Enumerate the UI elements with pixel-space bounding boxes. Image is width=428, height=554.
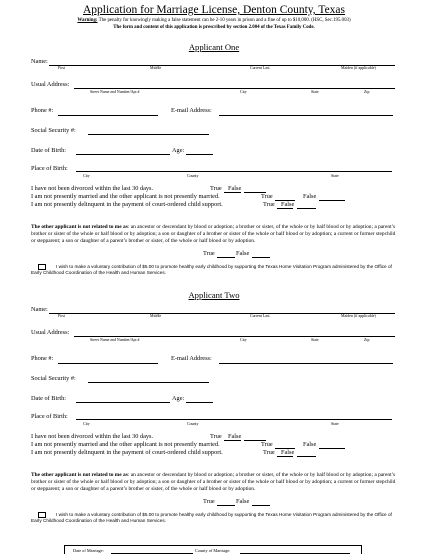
applicant-1-married-statement: I am not presently married and the other applicant is not presently married. [31, 193, 220, 200]
applicant-1-married-true-label: True [261, 193, 273, 200]
applicant-2-age-field[interactable] [186, 402, 213, 403]
applicant-2-email-field[interactable] [219, 363, 393, 364]
warning-line [0, 18, 428, 23]
applicant-2-divorce-true-blank[interactable] [224, 440, 241, 441]
applicant-2-delinquent-false-blank[interactable] [297, 456, 316, 457]
applicant-2-divorce-false-label: False [228, 433, 242, 440]
date-of-marriage-label: Date of Marriage: [73, 547, 104, 553]
applicant-1-delinquent-false-label: False [281, 201, 295, 208]
warning-text: The penalty for knowingly making a false statement can be 2-10 years in prison and a fine of up to $10,000. (HSC, Sec.195.003) [97, 18, 351, 23]
applicant-2-first-caption: First [58, 314, 66, 318]
applicant-1-age-label: Age: [172, 147, 185, 154]
applicant-2-divorce-statement: I have not been divorced within the last 30 days. [31, 433, 154, 440]
applicant-1-delinquent-true-label: True [263, 201, 275, 208]
applicant-1-heading: Applicant One [188, 42, 240, 52]
applicant-1-contribution-text: I wish to make a voluntary contribution of $5.00 to promote healthy early childhood by supporting the Texas Home Visitation Program administered by the Office of Early Childhood Coordination of the Health and Human Services. [31, 264, 392, 276]
applicant-1-divorce-statement: I have not been divorced within the last 30 days. [31, 185, 154, 192]
applicant-1-zip-caption: Zip [364, 90, 370, 94]
applicant-2-ssn-field[interactable] [88, 382, 209, 383]
applicant-2-address-label: Usual Address: [31, 329, 70, 336]
applicant-2-dob-field[interactable] [76, 402, 170, 403]
applicant-1-maiden-caption: Maiden (if applicable) [341, 66, 376, 70]
applicant-2-contribution-text: I wish to make a voluntary contribution of $5.00 to promote healthy early childhood by supporting the Texas Home Visitation Program administered by the Office of Early Childhood Coordination of the Health and Human Services. [31, 512, 392, 524]
applicant-2-married-false-label: False [303, 441, 317, 448]
marriage-info-box [64, 545, 362, 554]
applicant-2-relation-false-word: False [236, 498, 250, 505]
applicant-2-pob-label: Place of Birth: [31, 413, 68, 420]
applicant-2-dob-label: Date of Birth: [31, 395, 66, 402]
applicant-2-ssn-label: Social Security #: [31, 375, 76, 382]
applicant-1-delinquent-statement: I am not presently delinquent in the payment of court-ordered child support. [31, 201, 223, 208]
applicant-1-last-caption: Current Last [250, 66, 270, 70]
applicant-1-relation-false-word: False [236, 250, 250, 257]
applicant-1-delinquent-true-blank[interactable] [277, 208, 293, 209]
applicant-1-pob-state-caption: State [331, 174, 339, 178]
applicant-1-pob-field[interactable] [76, 171, 392, 172]
applicant-1-pob-county-caption: County [187, 174, 199, 178]
applicant-2-middle-caption: Middle [150, 314, 162, 318]
applicant-1-phone-field[interactable] [58, 115, 158, 116]
applicant-2-delinquent-true-blank[interactable] [277, 456, 293, 457]
applicant-2-state-caption: State [311, 338, 319, 342]
applicant-1-relation-true-word: True [203, 250, 215, 257]
applicant-2-name-label: Name: [31, 306, 48, 313]
form-title: Application for Marriage License, Denton County, Texas [82, 4, 346, 16]
applicant-2-city-caption: City [240, 338, 247, 342]
applicant-1-street-caption: Street Name and Number/Apt # [90, 90, 140, 94]
applicant-2-pob-field[interactable] [76, 419, 392, 420]
applicant-1-address-field[interactable] [74, 88, 395, 89]
applicant-2-relation-bold: The other applicant is not related to me as [31, 472, 128, 478]
warning-label: Warning: [77, 18, 98, 23]
applicant-1-email-label: E-mail Address: [171, 107, 212, 114]
applicant-2-delinquent-statement: I am not presently delinquent in the payment of court-ordered child support. [31, 449, 223, 456]
applicant-1-dob-field[interactable] [76, 154, 170, 155]
applicant-1-email-field[interactable] [219, 115, 393, 116]
applicant-1-middle-caption: Middle [150, 66, 162, 70]
applicant-2-married-false-blank[interactable] [319, 448, 345, 449]
applicant-2-email-label: E-mail Address: [171, 355, 212, 362]
applicant-1-phone-label: Phone #: [31, 107, 54, 114]
applicant-1-relation-statement [31, 224, 397, 246]
applicant-1-address-label: Usual Address: [31, 81, 70, 88]
applicant-2-married-true-label: True [261, 441, 273, 448]
applicant-1-relation-true-blank[interactable] [217, 257, 235, 258]
applicant-2-pob-state-caption: State [331, 422, 339, 426]
applicant-1-ssn-field[interactable] [88, 134, 209, 135]
applicant-1-relation-bold: The other applicant is not related to me as [31, 224, 128, 230]
applicant-2-address-field[interactable] [74, 336, 395, 337]
applicant-1-divorce-false-label: False [228, 185, 242, 192]
applicant-2-last-caption: Current Last [250, 314, 270, 318]
applicant-2-relation-true-word: True [203, 498, 215, 505]
applicant-2-married-statement: I am not presently married and the other applicant is not presently married. [31, 441, 220, 448]
applicant-1-divorce-true-label: True [210, 185, 222, 192]
applicant-2-maiden-caption: Maiden (if applicable) [341, 314, 376, 318]
applicant-1-married-false-label: False [303, 193, 317, 200]
applicant-1-city-caption: City [240, 90, 247, 94]
applicant-1-pob-city-caption: City [83, 174, 90, 178]
applicant-1-delinquent-false-blank[interactable] [297, 208, 316, 209]
applicant-1-pob-label: Place of Birth: [31, 165, 68, 172]
applicant-1-ssn-label: Social Security #: [31, 127, 76, 134]
applicant-1-age-field[interactable] [186, 154, 213, 155]
applicant-1-dob-label: Date of Birth: [31, 147, 66, 154]
applicant-2-relation-false-blank[interactable] [252, 505, 270, 506]
county-of-marriage-label: County of Marriage: [195, 547, 231, 553]
applicant-2-relation-true-blank[interactable] [217, 505, 235, 506]
applicant-1-divorce-true-blank[interactable] [224, 192, 241, 193]
applicant-2-pob-city-caption: City [83, 422, 90, 426]
applicant-1-relation-text: : an ancestor or descendant by blood or adoption; a brother or sister, of the whole or by half blood or by adoption; a parent’s brother or sister of the whole or half blood or by adoption; a son or daughter of a brother or sister of the whole or half blood or by adoption; a current or former stepchild or stepparent; a son or daughter of a parent’s brother or sister, of the whole or half blood or by adoption. [31, 224, 396, 245]
applicant-2-phone-label: Phone #: [31, 355, 54, 362]
applicant-1-state-caption: State [311, 90, 319, 94]
applicant-2-delinquent-false-label: False [281, 449, 295, 456]
applicant-2-relation-text: : an ancestor or descendant by blood or adoption; a brother or sister, of the whole or by half blood or by adoption; a parent’s brother or sister of the whole or half blood or by adoption; a son or daughter of a brother or sister of the whole or half blood or by adoption; a current or former stepchild or stepparent; a son or daughter of a parent’s brother or sister, of the whole or half blood or by adoption. [31, 472, 396, 493]
applicant-2-age-label: Age: [172, 395, 185, 402]
form-note: The form and content of this application is prescribed by section 2.004 of the Texas Family Code. [113, 25, 315, 30]
applicant-1-married-false-blank[interactable] [319, 200, 345, 201]
applicant-1-relation-false-blank[interactable] [252, 257, 270, 258]
applicant-2-pob-county-caption: County [187, 422, 199, 426]
applicant-2-relation-statement [31, 472, 397, 494]
applicant-2-heading: Applicant Two [188, 290, 240, 300]
applicant-2-street-caption: Street Name and Number/Apt # [90, 338, 140, 342]
applicant-1-first-caption: First [58, 66, 66, 70]
applicant-2-divorce-true-label: True [210, 433, 222, 440]
applicant-2-zip-caption: Zip [364, 338, 370, 342]
applicant-2-phone-field[interactable] [58, 363, 158, 364]
applicant-2-delinquent-true-label: True [263, 449, 275, 456]
applicant-1-name-label: Name: [31, 58, 48, 65]
